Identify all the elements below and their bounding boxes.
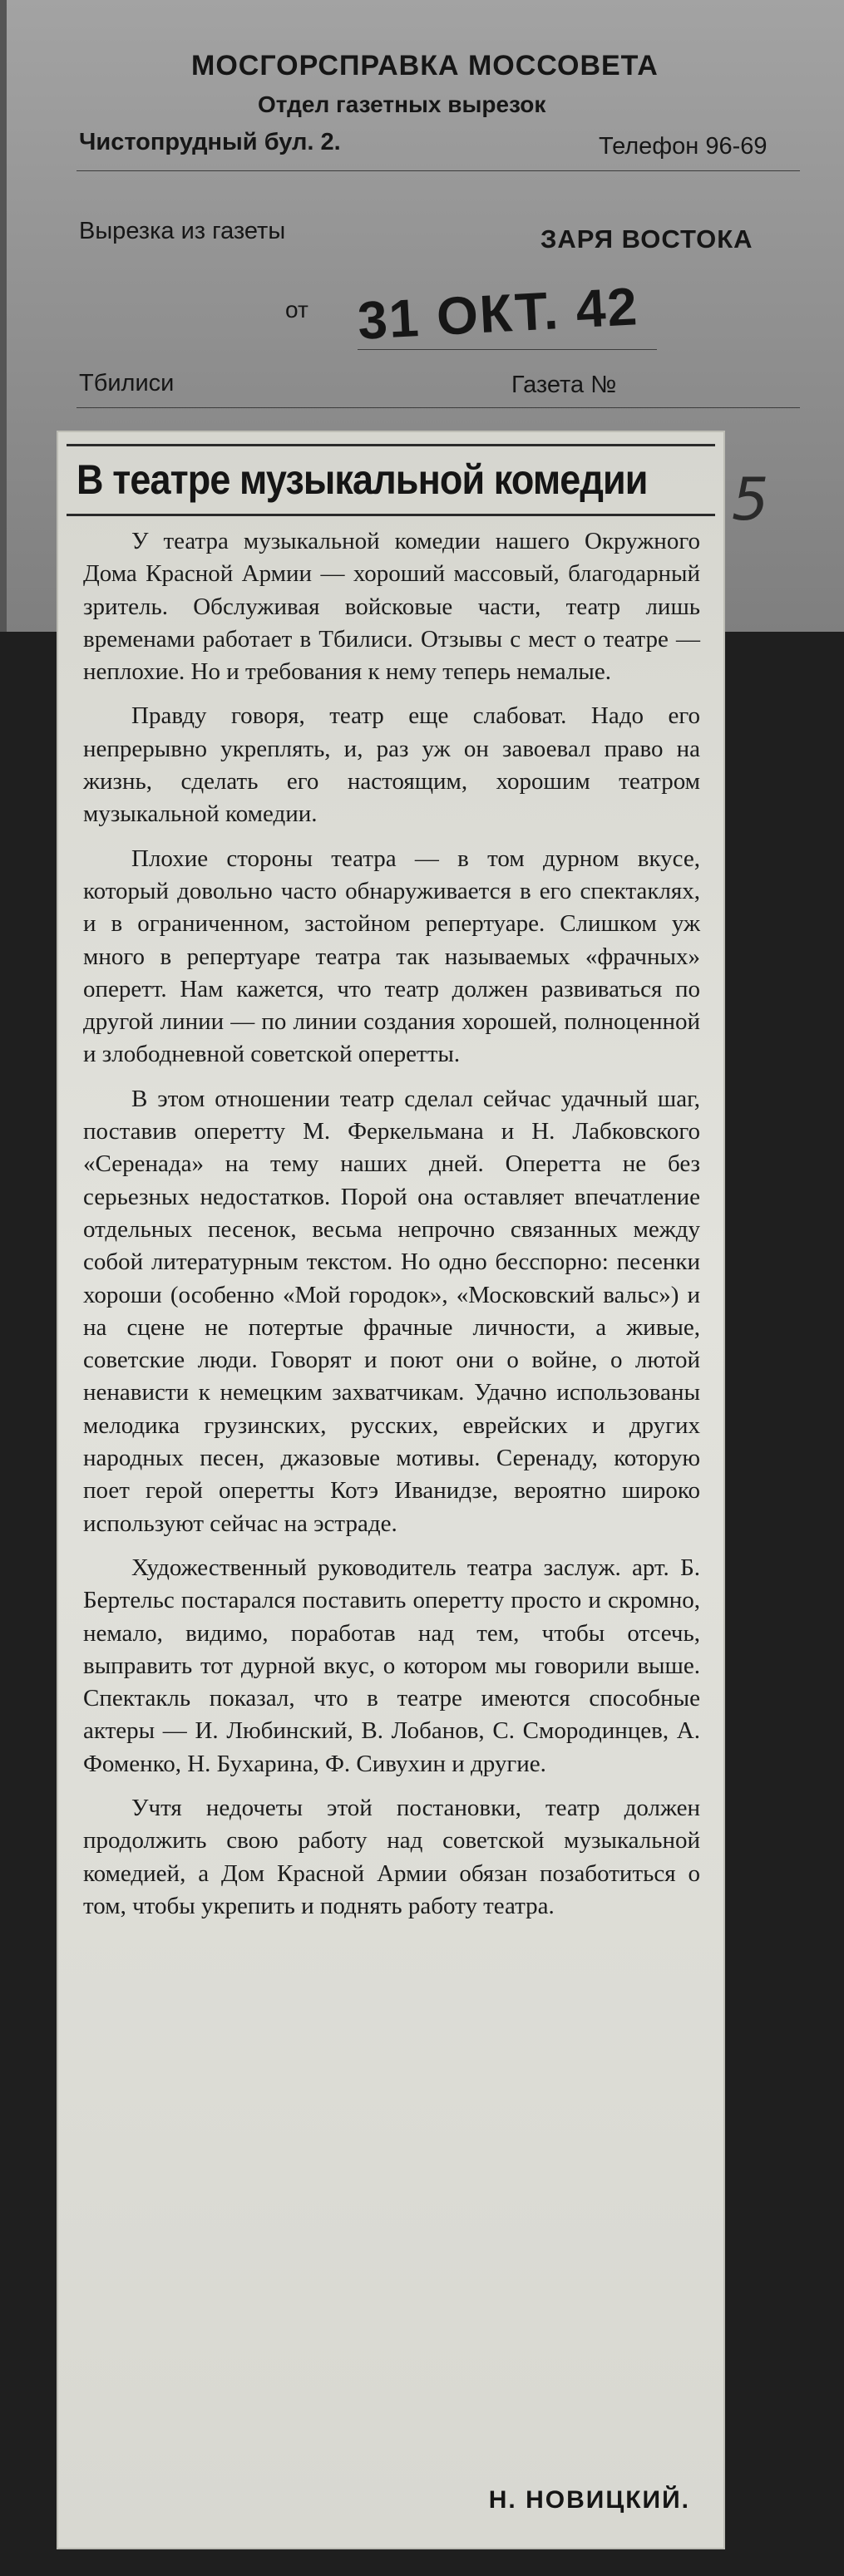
article-headline: В театре музыкальной комедии [77,456,648,503]
form-bottom-rule [77,407,800,408]
clipping-from-label: Вырезка из газеты [79,218,286,244]
newspaper-name: ЗАРЯ ВОСТОКА [540,224,753,254]
article-paragraph: У театра музыкальной комедии нашего Окружного Дома Красной Армии — хороший массовый, благодарный зритель. Обслуживая войсковые части, театр лишь временами работает в Тбилиси. Отзывы с мест о театре — неплохие. Но и требования к нему теперь немалые. [83,528,700,686]
bureau-address: Чистопрудный бул. 2. [79,129,341,155]
city-label: Тбилиси [79,370,175,396]
form-divider [77,170,800,171]
article-paragraph: Художественный руководитель театра заслуж. арт. Б. Бертельс постарался поставить оперетту просто и скромно, немало, видимо, поработав над тем, чтобы отсечь, выправить тот дурной вкус, о котором мы говорили выше. Спектакль показал, что в театре имеются способные актеры — И. Любинский, В. Лобанов, С. Смородинцев, А. Фоменко, Н. Бухарина, Ф. Сивухин и другие. [83,1554,700,1777]
article-paragraph: Правду говоря, театр еще слабоват. Надо его непрерывно укреплять, и, раз уж он завоевал право на жизнь, сделать его настоящим, хорошим театром музыкальной комедии. [83,702,700,828]
article-body [83,525,700,1934]
article-paragraph: Учтя недочеты этой постановки, театр должен продолжить свою работу над советской музыкальной комедией, а Дом Красной Армии обязан позаботиться о том, чтобы укрепить и поднять работу театра. [83,1794,700,1919]
headline-top-rule [67,444,715,446]
margin-note: 5 [732,465,769,534]
article-paragraph: Плохие стороны театра — в том дурном вкусе, который довольно часто обнаруживается в его спектаклях, и в ограниченном, застойном репертуаре. Слишком уж много в репертуаре театра так называемых «фрачных» оперетт. Нам кажется, что театр должен развиваться по другой линии — по линии создания хорошей, полноценной и злободневной советской оперетты. [83,845,700,1068]
headline-bottom-rule [67,514,715,516]
newspaper-clipping [58,432,723,2548]
article-paragraph: В этом отношении театр сделал сейчас удачный шаг, поставив оперетту М. Феркельмана и Н. Лабковского «Серенада» на тему наших дней. Оперетта не без серьезных недостатков. Порой она оставляет впечатление отдельных песенок, весьма непрочно связанных между собой литературным текстом. Но одно бесспорно: песенки хороши (особенно «Мой городок», «Московский вальс») и на сцене не потертые фрачные личности, а живые, советские люди. Говорят и поют они о войне, о лютой ненависти к немецким захватчикам. Удачно использованы мелодика грузинских, русских, еврейских и других народных песен, джазовые мотивы. Серенаду, которую поет герой оперетты Котэ Иванидзе, вероятно широко используют сейчас на эстраде. [83,1085,700,1537]
issue-number-label: Газета № [511,372,617,398]
department-name: Отдел газетных вырезок [258,91,546,117]
stamped-date: 31 ОКТ. 42 [356,276,640,351]
article-author: Н. НОВИЦКИЙ. [488,2486,690,2514]
bureau-phone: Телефон 96-69 [599,133,767,160]
bureau-name: МОСГОРСПРАВКА МОССОВЕТА [191,50,659,81]
date-underline [358,349,657,350]
date-prefix: от [285,297,308,323]
form-edge [0,0,7,632]
